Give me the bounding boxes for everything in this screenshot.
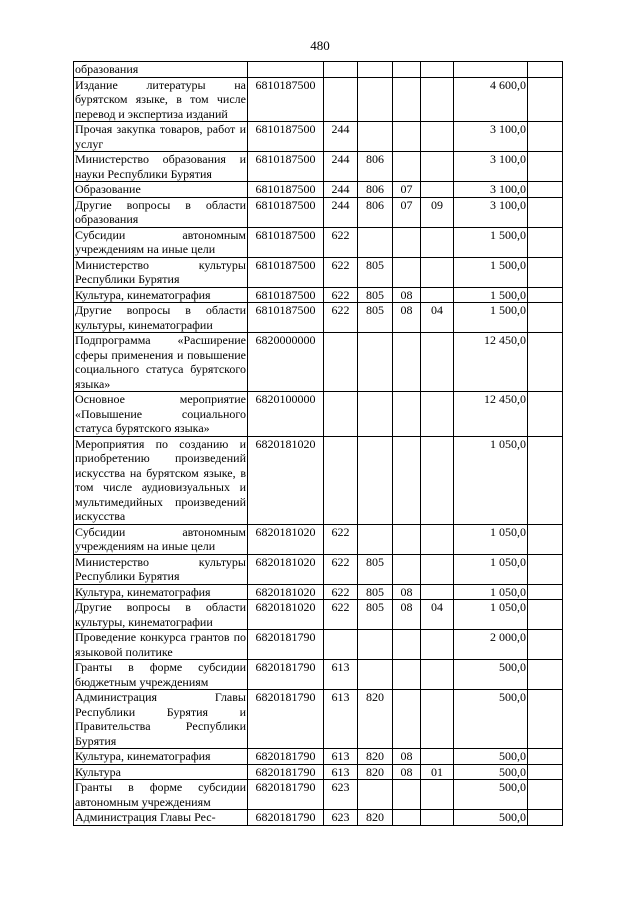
cell-name: Гранты в форме субсидии автономным учреждениям [75, 780, 246, 809]
cell-target-code: 6820100000 [248, 392, 324, 437]
cell-name: образования [74, 62, 248, 78]
cell-expense-type: 622 [324, 303, 358, 333]
cell-expense-type: 622 [324, 257, 358, 287]
cell-expense-type: 622 [324, 287, 358, 303]
cell-subsection [421, 77, 454, 122]
cell-expense-type: 622 [324, 554, 358, 584]
cell-name: Прочая закупка товаров, работ и услуг [75, 122, 246, 151]
table-row [74, 182, 563, 198]
cell-section [393, 257, 421, 287]
cell-amount: 1 050,0 [454, 600, 528, 630]
cell-ministry-code: 805 [358, 303, 393, 333]
cell-section [393, 780, 421, 810]
cell-subsection [421, 810, 454, 826]
cell-name: Подпрограмма «Расширение сферы применения и повышение социального статуса бурятского языка» [75, 333, 246, 391]
cell-subsection [421, 630, 454, 660]
budget-rows [74, 62, 563, 826]
cell-empty [528, 392, 563, 437]
cell-subsection [421, 152, 454, 182]
cell-subsection [421, 584, 454, 600]
cell-amount: 1 050,0 [454, 584, 528, 600]
cell-amount: 3 100,0 [454, 197, 528, 227]
cell-ministry-code [358, 660, 393, 690]
table-row [74, 690, 563, 749]
table-row [74, 436, 563, 524]
cell-expense-type [324, 333, 358, 392]
table-row [74, 660, 563, 690]
cell-amount: 500,0 [454, 810, 528, 826]
cell-section [393, 810, 421, 826]
table-row [74, 600, 563, 630]
cell-subsection: 01 [421, 764, 454, 780]
cell-subsection: 09 [421, 197, 454, 227]
cell-empty [528, 524, 563, 554]
cell-ministry-code: 820 [358, 749, 393, 765]
table-row [74, 197, 563, 227]
cell-ministry-code: 806 [358, 182, 393, 198]
cell-name: Другие вопросы в области культуры, кинематографии [75, 303, 246, 332]
cell-expense-type [324, 77, 358, 122]
cell-amount: 1 500,0 [454, 227, 528, 257]
table-row [74, 524, 563, 554]
cell-empty [528, 152, 563, 182]
cell-name: Другие вопросы в области культуры, кинематографии [75, 600, 246, 629]
cell-expense-type: 622 [324, 600, 358, 630]
cell-expense-type [324, 436, 358, 524]
cell-ministry-code [358, 630, 393, 660]
cell-subsection [421, 780, 454, 810]
cell-target-code: 6810187500 [248, 227, 324, 257]
cell-ministry-code [358, 62, 393, 78]
page-number: 480 [310, 38, 330, 53]
cell-section: 08 [393, 600, 421, 630]
cell-subsection: 04 [421, 600, 454, 630]
cell-expense-type: 244 [324, 197, 358, 227]
cell-name: Администрация Главы Республики Бурятия и Правительства Республики Бурятия [75, 690, 246, 748]
cell-section: 08 [393, 764, 421, 780]
cell-section [393, 524, 421, 554]
cell-ministry-code: 805 [358, 584, 393, 600]
cell-name: Культура, кинематография [74, 287, 248, 303]
cell-ministry-code [358, 77, 393, 122]
cell-expense-type: 622 [324, 524, 358, 554]
cell-target-code: 6810187500 [248, 287, 324, 303]
cell-subsection [421, 392, 454, 437]
cell-target-code: 6820181020 [248, 554, 324, 584]
table-row [74, 62, 563, 78]
table-row [74, 122, 563, 152]
table-row [74, 77, 563, 122]
cell-expense-type: 622 [324, 584, 358, 600]
cell-section [393, 333, 421, 392]
table-row [74, 333, 563, 392]
cell-empty [528, 77, 563, 122]
cell-name: Издание литературы на бурятском языке, в том числе перевод и экспертиза изданий [75, 77, 246, 121]
cell-target-code: 6820181020 [248, 600, 324, 630]
cell-empty [528, 436, 563, 524]
cell-section [393, 436, 421, 524]
cell-ministry-code [358, 227, 393, 257]
cell-name: Администрация Главы Рес- [74, 810, 248, 826]
cell-expense-type: 613 [324, 749, 358, 765]
cell-target-code: 6820181790 [248, 764, 324, 780]
cell-expense-type [324, 392, 358, 437]
cell-subsection [421, 660, 454, 690]
cell-name: Культура, кинематография [74, 584, 248, 600]
cell-empty [528, 554, 563, 584]
cell-empty [528, 749, 563, 765]
table-row [74, 152, 563, 182]
cell-expense-type: 244 [324, 182, 358, 198]
cell-empty [528, 810, 563, 826]
cell-section [393, 62, 421, 78]
cell-target-code: 6820181020 [248, 436, 324, 524]
cell-expense-type: 244 [324, 152, 358, 182]
cell-subsection [421, 436, 454, 524]
cell-empty [528, 780, 563, 810]
cell-ministry-code: 820 [358, 810, 393, 826]
cell-empty [528, 122, 563, 152]
cell-subsection [421, 690, 454, 749]
cell-section: 07 [393, 197, 421, 227]
cell-section [393, 122, 421, 152]
budget-table [73, 61, 563, 826]
cell-expense-type: 622 [324, 227, 358, 257]
cell-empty [528, 600, 563, 630]
cell-ministry-code: 806 [358, 152, 393, 182]
cell-empty [528, 257, 563, 287]
cell-expense-type: 623 [324, 780, 358, 810]
table-row [74, 227, 563, 257]
cell-target-code: 6810187500 [248, 303, 324, 333]
cell-name: Культура [74, 764, 248, 780]
cell-empty [528, 764, 563, 780]
cell-expense-type [324, 62, 358, 78]
cell-target-code: 6810187500 [248, 182, 324, 198]
cell-amount: 3 100,0 [454, 152, 528, 182]
table-row [74, 554, 563, 584]
cell-section [393, 77, 421, 122]
cell-name: Гранты в форме субсидии бюджетным учреждениям [75, 660, 246, 689]
cell-subsection [421, 554, 454, 584]
cell-amount: 1 050,0 [454, 524, 528, 554]
cell-empty [528, 630, 563, 660]
cell-section [393, 630, 421, 660]
cell-target-code [248, 62, 324, 78]
cell-target-code: 6820181790 [248, 660, 324, 690]
cell-section [393, 227, 421, 257]
cell-amount: 500,0 [454, 764, 528, 780]
cell-target-code: 6820181790 [248, 749, 324, 765]
cell-target-code: 6820181790 [248, 780, 324, 810]
cell-empty [528, 660, 563, 690]
cell-amount: 1 500,0 [454, 303, 528, 333]
cell-empty [528, 584, 563, 600]
cell-section [393, 152, 421, 182]
table-row [74, 392, 563, 437]
cell-ministry-code [358, 333, 393, 392]
cell-ministry-code: 820 [358, 690, 393, 749]
cell-ministry-code: 805 [358, 600, 393, 630]
cell-amount: 12 450,0 [454, 392, 528, 437]
cell-amount: 1 050,0 [454, 554, 528, 584]
cell-amount: 1 500,0 [454, 287, 528, 303]
cell-section: 08 [393, 303, 421, 333]
cell-target-code: 6810187500 [248, 257, 324, 287]
cell-expense-type: 623 [324, 810, 358, 826]
cell-empty [528, 690, 563, 749]
table-row [74, 749, 563, 765]
cell-target-code: 6820000000 [248, 333, 324, 392]
cell-ministry-code: 820 [358, 764, 393, 780]
cell-ministry-code: 806 [358, 197, 393, 227]
cell-section: 08 [393, 584, 421, 600]
cell-empty [528, 333, 563, 392]
cell-amount: 500,0 [454, 780, 528, 810]
cell-section: 08 [393, 287, 421, 303]
cell-subsection [421, 524, 454, 554]
cell-target-code: 6810187500 [248, 197, 324, 227]
cell-target-code: 6820181790 [248, 690, 324, 749]
cell-amount: 12 450,0 [454, 333, 528, 392]
cell-section [393, 690, 421, 749]
cell-section [393, 660, 421, 690]
cell-name: Мероприятия по созданию и приобретению произведений искусства на бурятском языке, в том числе аудиовизуальных и мультимедийных произведений искусства [75, 436, 246, 523]
cell-subsection [421, 749, 454, 765]
cell-ministry-code: 805 [358, 554, 393, 584]
cell-expense-type: 244 [324, 122, 358, 152]
cell-empty [528, 303, 563, 333]
cell-subsection [421, 62, 454, 78]
cell-section [393, 554, 421, 584]
cell-target-code: 6810187500 [248, 152, 324, 182]
table-row [74, 303, 563, 333]
table-row [74, 764, 563, 780]
cell-subsection [421, 227, 454, 257]
cell-expense-type: 613 [324, 764, 358, 780]
cell-name: Образование [74, 182, 248, 198]
cell-amount: 2 000,0 [454, 630, 528, 660]
cell-expense-type [324, 630, 358, 660]
cell-ministry-code [358, 122, 393, 152]
cell-subsection [421, 333, 454, 392]
cell-ministry-code [358, 780, 393, 810]
cell-section: 08 [393, 749, 421, 765]
cell-target-code: 6820181790 [248, 810, 324, 826]
cell-ministry-code: 805 [358, 257, 393, 287]
cell-amount: 500,0 [454, 690, 528, 749]
cell-amount: 500,0 [454, 749, 528, 765]
cell-ministry-code [358, 392, 393, 437]
table-row [74, 584, 563, 600]
cell-section: 07 [393, 182, 421, 198]
cell-target-code: 6820181790 [248, 630, 324, 660]
cell-target-code: 6810187500 [248, 122, 324, 152]
cell-ministry-code [358, 436, 393, 524]
cell-ministry-code: 805 [358, 287, 393, 303]
cell-subsection [421, 257, 454, 287]
cell-amount [454, 62, 528, 78]
cell-ministry-code [358, 524, 393, 554]
cell-expense-type: 613 [324, 660, 358, 690]
cell-name: Культура, кинематография [74, 749, 248, 765]
cell-empty [528, 182, 563, 198]
cell-target-code: 6820181020 [248, 584, 324, 600]
cell-name: Основное мероприятие «Повышение социального статуса бурятского языка» [75, 392, 246, 435]
cell-target-code: 6810187500 [248, 77, 324, 122]
cell-section [393, 392, 421, 437]
cell-target-code: 6820181020 [248, 524, 324, 554]
cell-amount: 1 500,0 [454, 257, 528, 287]
cell-amount: 3 100,0 [454, 182, 528, 198]
cell-name: Субсидии автономным учреждениям на иные цели [75, 227, 246, 256]
cell-name: Министерство культуры Республики Бурятия [75, 554, 246, 583]
cell-subsection [421, 182, 454, 198]
cell-name: Проведение конкурса грантов по языковой политике [75, 630, 246, 659]
cell-empty [528, 197, 563, 227]
cell-name: Министерство культуры Республики Бурятия [75, 257, 246, 286]
cell-empty [528, 62, 563, 78]
cell-name: Другие вопросы в области образования [75, 197, 246, 226]
cell-subsection: 04 [421, 303, 454, 333]
table-row [74, 780, 563, 810]
cell-subsection [421, 287, 454, 303]
cell-empty [528, 227, 563, 257]
table-row [74, 810, 563, 826]
cell-amount: 4 600,0 [454, 77, 528, 122]
table-row [74, 630, 563, 660]
cell-empty [528, 287, 563, 303]
cell-subsection [421, 122, 454, 152]
cell-expense-type: 613 [324, 690, 358, 749]
cell-amount: 1 050,0 [454, 436, 528, 524]
table-row [74, 287, 563, 303]
cell-name: Субсидии автономным учреждениям на иные цели [75, 524, 246, 553]
table-row [74, 257, 563, 287]
cell-name: Министерство образования и науки Республики Бурятия [75, 152, 246, 181]
cell-amount: 3 100,0 [454, 122, 528, 152]
cell-amount: 500,0 [454, 660, 528, 690]
